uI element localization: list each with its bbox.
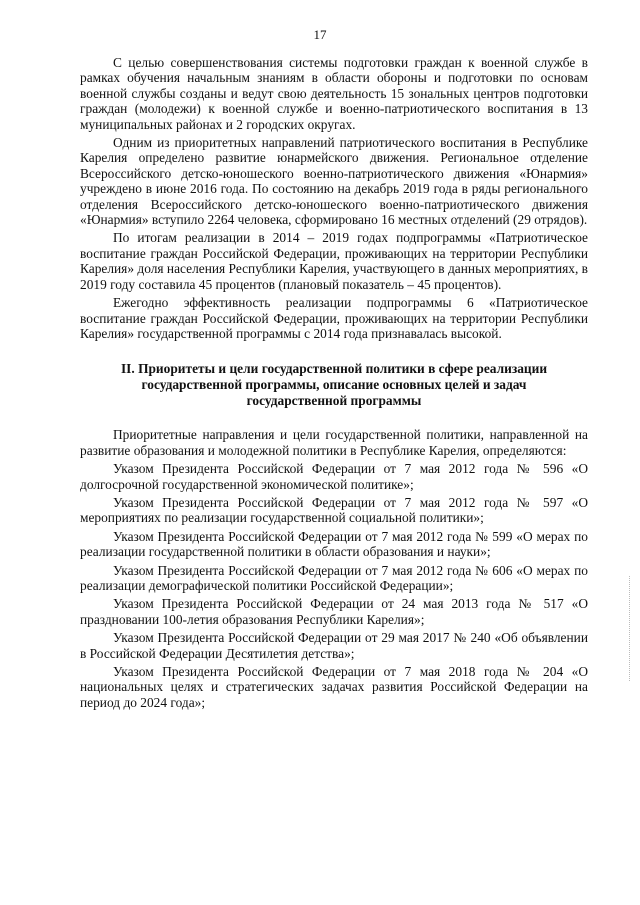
paragraph-decree-599: Указом Президента Российской Федерации от 7 мая 2012 года № 599 «О мерах по реализации государственной политики в области образования и науки»; xyxy=(80,528,588,560)
paragraph-subprogram-efficiency: Ежегодно эффективность реализации подпрограммы 6 «Патриотическое воспитание граждан Российской Федерации, проживающих на территории Республики Карелия» государственной программы с 2014 года признавалась высокой. xyxy=(80,295,588,341)
paragraph-decree-240: Указом Президента Российской Федерации от 29 мая 2017 № 240 «Об объявлении в Российской Федерации Десятилетия детства»; xyxy=(80,630,588,661)
paragraph-priorities-intro: Приоритетные направления и цели государственной политики, направленной на развитие образования и молодежной политики в Республике Карелия, определяются: xyxy=(80,427,588,458)
paragraph-subprogram-results: По итогам реализации в 2014 – 2019 годах подпрограммы «Патриотическое воспитание граждан Российской Федерации, проживающих на территории Республики Карелия» доля населения Республики Карелия, участвующего в данных мероприятиях, в 2019 году составила 45 процентов (плановый показатель – 45 процентов). xyxy=(80,230,588,292)
section-heading: II. Приоритеты и цели государственной политики в сфере реализации государственной программы, описание основных целей и задач государственной программы xyxy=(120,361,548,409)
document-body xyxy=(80,55,588,710)
paragraph-decree-596: Указом Президента Российской Федерации от 7 мая 2012 года № 596 «О долгосрочной государственной экономической политике»; xyxy=(80,461,588,492)
paragraph-decree-597: Указом Президента Российской Федерации от 7 мая 2012 года № 597 «О мероприятиях по реализации государственной социальной политики»; xyxy=(80,494,588,526)
paragraph-training-centers: С целью совершенствования системы подготовки граждан к военной службе в рамках обучения начальным знаниям в области обороны и подготовки по основам военной службы созданы и ведут свою деятельность 15 зональных центров подготовки граждан (молодежи) к военной службе и военно-патриотического воспитания в 13 муниципальных районах и 2 городских округах. xyxy=(80,55,588,132)
paragraph-yunarmiya: Одним из приоритетных направлений патриотического воспитания в Республике Карелия определено развитие юнармейского движения. Региональное отделение Всероссийского детско-юношеского военно-патриотического движения «Юнармия» учреждено в июне 2016 года. По состоянию на декабрь 2019 года в ряды регионального отделения Всероссийского детско-юношеского военно-патриотического движения «Юнармия» вступило 2264 человека, сформировано 16 местных отделений (29 отрядов). xyxy=(80,135,588,228)
paragraph-decree-204: Указом Президента Российской Федерации от 7 мая 2018 года № 204 «О национальных целях и стратегических задачах развития Российской Федерации на период до 2024 года»; xyxy=(80,664,588,710)
scan-edge-marks xyxy=(629,576,632,681)
page-number: 17 xyxy=(313,27,327,42)
paragraph-decree-517: Указом Президента Российской Федерации от 24 мая 2013 года № 517 «О праздновании 100-летия образования Республики Карелия»; xyxy=(80,596,588,627)
paragraph-decree-606: Указом Президента Российской Федерации от 7 мая 2012 года № 606 «О мерах по реализации демографической политики Российской Федерации»; xyxy=(80,562,588,593)
